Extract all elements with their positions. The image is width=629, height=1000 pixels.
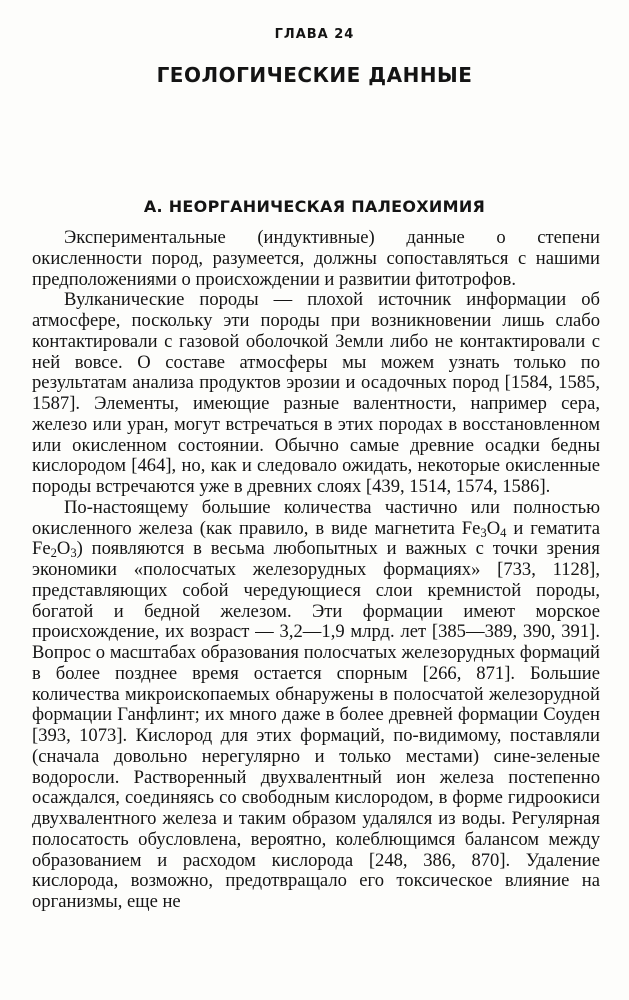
paragraph-3-part-a: По-настоящему большие количества частично или полностью окисленного железа (как правило, в виде магнетита Fe	[32, 496, 600, 539]
paragraph-3	[32, 498, 600, 913]
magnetite-oxygen: O	[486, 517, 501, 539]
body-text	[32, 228, 600, 913]
magnetite-subscript-2: 4	[500, 525, 507, 540]
section-title: А. НЕОРГАНИЧЕСКАЯ ПАЛЕОХИМИЯ	[143, 197, 486, 216]
hematite-subscript-2: 3	[70, 546, 77, 561]
hematite-oxygen: O	[56, 538, 71, 560]
paragraph-3-part-c: ) появляются в весьма любопытных и важных с точки зрения экономики «полосчатых железорудных формациях» [733, 1128], представляющих собой чередующиеся слои кремнистой породы, богатой и бедной железом. Эти формации имеют морское происхождение, их возраст — 3,2—1,9 млрд. лет [385—389, 390, 391]. Вопрос о масштабах образования полосчатых железорудных формаций в более позднее время остается спорным [266, 871]. Большие количества микроископаемых обнаружены в полосчатой железорудной формации Ганфлинт; их много даже в более древней формации Соуден [393, 1073]. Кислород для этих формаций, по-видимому, поставляли (сначала довольно нерегулярно и только местами) сине-зеленые водоросли. Растворенный двухвалентный ион железа постепенно осаждался, соединяясь со свободным кислородом, в форме гидроокиси двухвалентного железа и таким образом удалялся из воды. Регулярная полосатость обусловлена, вероятно, колеблющимся балансом между образованием и расходом кислорода [248, 386, 870]. Удаление кислорода, возможно, предотвращало его токсическое влияние на организмы, еще не	[32, 538, 600, 912]
magnetite-subscript-1: 3	[480, 525, 487, 540]
paragraph-2: Вулканические породы — плохой источник информации об атмосфере, поскольку эти породы при возникновении лишь слабо контактировали с газовой оболочкой Земли либо не контактировали с ней вовсе. О составе атмосферы мы можем узнать только по результатам анализа продуктов эрозии и осадочных пород [1584, 1585, 1587]. Элементы, имеющие разные валентности, например сера, железо или уран, могут встречаться в этих породах в восстановленном или окисленном состоянии. Обычно самые древние осадки бедны кислородом [464], но, как и следовало ожидать, некоторые окисленные породы встречаются уже в древних слоях [439, 1514, 1574, 1586].	[32, 289, 600, 497]
hematite-subscript-1: 2	[50, 546, 57, 561]
chapter-label: ГЛАВА 24	[274, 27, 355, 42]
paragraph-3-part-b: и гематита Fe	[32, 517, 600, 560]
paragraph-1: Экспериментальные (индуктивные) данные о степени окисленности пород, разумеется, должны сопоставляться с нашими предположениями о происхождении и развитии фитотрофов.	[32, 227, 600, 290]
chapter-title: ГЕОЛОГИЧЕСКИЕ ДАННЫЕ	[156, 63, 473, 87]
